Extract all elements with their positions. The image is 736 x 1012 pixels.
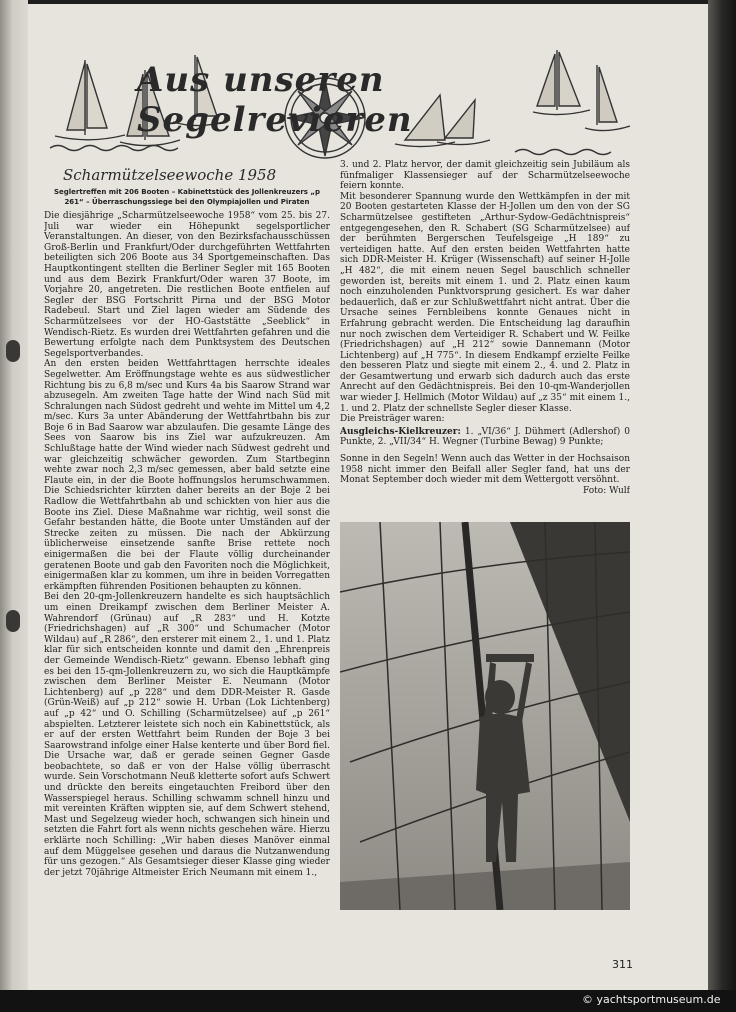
paragraph: 3. und 2. Platz hervor, der damit gleichzeitig sein Jubiläum als fünfmaliger Klassensieger auf der Scharmützelseewoche feiern konnte. — [340, 160, 630, 192]
header-illustration — [45, 40, 635, 160]
watermark: © yachtsportmuseum.de — [582, 993, 721, 1006]
prize-class-label: Ausgleichs-Kielkreuzer: — [340, 426, 461, 437]
punch-hole — [6, 610, 20, 632]
paragraph: Die diesjährige „Scharmützelseewoche 1958“ vom 25. bis 27. Juli war wieder ein Höhepunkt segelsportlicher Veranstaltungen. An dieser, von den Bezirksfachausschüssen Groß-Berlin und Frankfurt/Oder durchgeführten Wettfahrten beteiligten sich 206 Boote aus 34 Sportgemeinschaften. Das Hauptkontingent stellten die Berliner Segler mit 165 Booten und aus dem Bezirk Frankfurt/Oder waren 37 Boote, im Vorjahre 20, angetreten. Die restlichen Boote entfielen auf Segler der BSG Fortschritt Pirna und der BSG Motor Radebeul. Start und Ziel lagen wieder am Südende des Scharmützelsees vor der HO-Gaststätte „Seeblick“ in Wendisch-Rietz. Es wurden drei Wettfahrten gefahren und die Bewertung erfolgte nach dem Punktsystem des Deutschen Segelsportverbandes. — [44, 211, 330, 359]
right-page-edge — [708, 0, 736, 1012]
punch-hole — [6, 340, 20, 362]
banner-heading: Aus unseren Segelrevieren — [137, 60, 413, 140]
article-title: Scharmützelseewoche 1958 — [63, 166, 277, 184]
paragraph: Bei den 20-qm-Jollenkreuzern handelte es sich hauptsächlich um einen Dreikampf zwischen dem Berliner Meister A. Wahrendorf (Grünau) auf „R 283“ und H. Kotzte (Friedrichshagen) auf „R 300“ und Schumacher (Motor Wildau) auf „R 286“, den ersterer mit einem 2., 1. und 1. Platz klar für sich entscheiden konnte und damit den „Ehrenpreis der Gemeinde Wendisch-Rietz“ gewann. Ebenso lebhaft ging es bei den 15-qm-Jollenkreuzern zu, wo sich die Hauptkämpfe zwischen dem Berliner Meister E. Neumann (Motor Lichtenberg) auf „p 228“ und dem DDR-Meister R. Gasde (Grün-Weiß) auf „p 212“ sowie H. Urban (Lok Lichtenberg) auf „p 42“ und O. Schilling (Scharmützelsee) auf „p 261“ abspielten. Letzterer leistete sich noch ein Kabinettstück, als er auf der ersten Wettfahrt beim Runden der Boje 3 bei Saarowstrand infolge einer Halse kenterte und über Bord fiel. Die Ursache war, daß er gerade seinen Gegner Gasde beobachtete, so daß er von der Halse völlig überrascht wurde. Sein Vorschotmann Neuß kletterte sofort aufs Schwert und drückte den bereits eingetauchten Freibord über den Wasserspiegel heraus. Schilling schwamm schnell hinzu und mit vereinten Kräften wippten sie, auf dem Schwert stehend, Mast und Segelzeug wieder hoch, schwangen sich hinein und setzten die Fahrt fort als wenn nichts geschehen wäre. Hierzu erklärte noch Schilling: „Wir haben dieses Manöver einmal auf dem Müggelsee gesehen und daraus die Nutzanwendung für uns gezogen.“ Als Gesamtsieger dieser Klasse ging wieder der jetzt 70jährige Altmeister Erich Neumann mit einem 1., — [44, 592, 330, 878]
prize-results: 1. „VI/36“ J. Dühmert (Adlershof) 0 Punkte, 2. „VII/34“ H. Wegner (Turbine Bewag) 9 Punkte; — [340, 426, 630, 448]
page-number: 311 — [612, 958, 633, 971]
sail-silhouette-photo-icon — [340, 522, 630, 910]
closing-note: Sonne in den Segeln! Wenn auch das Wetter in der Hochsaison 1958 nicht immer den Beifall aller Segler fand, hat uns der Monat September doch wieder mit dem Wettergott versöhnt. — [340, 454, 630, 486]
sail-photo — [340, 522, 630, 910]
article-subtitle: Seglertreffen mit 206 Booten – Kabinettstück des Jollenkreuzers „p 261“ – Überraschungssiege bei den Olympiajollen und Piraten — [53, 188, 321, 206]
paragraph: An den ersten beiden Wettfahrttagen herrschte ideales Segelwetter. Am Eröffnungstage wehte es aus südwestlicher Richtung bis zu 6,8 m/sec und Kurs 4a bis Saarow Strand war abzusegeln. Am zweiten Tage hatte der Wind nach Süd mit Schralungen nach Südost gedreht und wehte im Mittel um 4,2 m/sec. Kurs 3a unter Abänderung der Wettfahrtbahn bis zur Boje 6 in Bad Saarow war abzulaufen. Die gesamte Länge des Sees von Saarow bis ins Ziel war aufzukreuzen. Am Schlußtage hatte der Wind wieder nach Südwest gedreht und war gleichzeitig schwächer geworden. Zum Startbeginn wehte zwar noch 2,3 m/sec gemessen, aber bald setzte eine Flaute ein, in der die Boote hoffnungslos herumschwammen. Die Schiedsrichter kürzten daher bereits an der Boje 2 bei Radlow die Wettfahrtbahn ab und schickten von hier aus die Boote ins Ziel. Diese Maßnahme war richtig, weil sonst die Gefahr bestanden hätte, die Boote unter Umständen auf der Strecke zeiten zu müssen. Die nach der Abkürzung üblicherweise einsetzende sanfte Brise rettete noch einigermaßen die bei der Flaute völlig durcheinander geratenen Boote und gab den Favoriten noch die Möglichkeit, einigermaßen klar zu kommen, um ihre in beiden Vorregatten erkämpften führenden Positionen behaupten zu können. — [44, 359, 330, 592]
paragraph: Die Preisträger waren: — [340, 414, 445, 425]
left-binding-strip — [0, 0, 28, 1012]
photo-credit: Foto: Wulf — [583, 485, 630, 496]
prize-list — [340, 427, 630, 448]
paragraph: Mit besonderer Spannung wurde den Wettkämpfen in der mit 20 Booten gestarteten Klasse der H-Jollen um den von der SG Scharmützelsee gestifteten „Arthur-Sydow-Gedächtnispreis“ entgegengesehen, den R. Schabert (SG Scharmützelsee) auf der berühmten Bergerschen Teufelsgeige „H 189“ zu verteidigen hatte. Auf den ersten beiden Wettfahrten hatte sich DDR-Meister H. Krüger (Wissenschaft) auf seiner H-Jolle „H 482“, die mit einem neuen Segel bauschlich schneller geworden ist, bereits mit einem 1. und 2. Platz einen kaum noch einzuholenden Punktvorsprung gesichert. Es war daher bedauerlich, daß er zur Schlußwettfahrt nicht antrat. Über die Ursache seines Fernbleibens konnte Genaues nicht in Erfahrung gebracht werden. Die Entscheidung lag daraufhin nur noch zwischen dem Verteidiger R. Schabert und W. Feilke (Friedrichshagen) auf „H 212“ sowie Dannemann (Motor Lichtenberg) auf „H 775“. In diesem Endkampf erzielte Feilke den besseren Platz und siegte mit einem 2., 4. und 2. Platz in der Gesamtwertung und erwarb sich dadurch auch das erste Anrecht auf den Gedächtnispreis. Bei den 10-qm-Wanderjollen war wieder J. Hellmich (Motor Wildau) auf „z 35“ mit einem 1., 1. und 2. Platz der schnellste Segler dieser Klasse. — [340, 191, 630, 414]
article-column-right — [340, 160, 630, 516]
article-column-left — [44, 211, 330, 981]
